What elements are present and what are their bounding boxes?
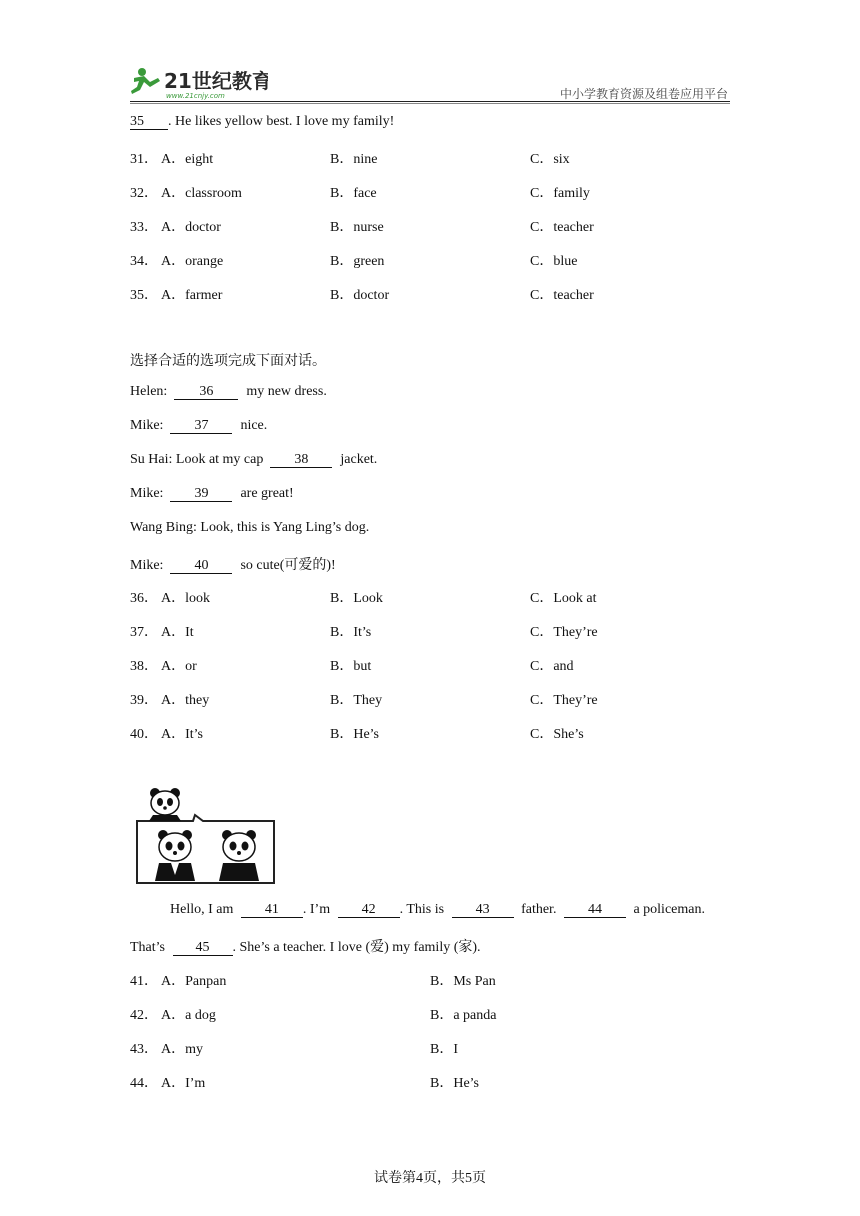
- blank-45: 45: [173, 941, 233, 956]
- option-c: C．and: [530, 659, 574, 674]
- passage3-text: . I’m: [302, 902, 331, 917]
- option-a: A．my: [161, 1042, 203, 1057]
- dialogue-line: [130, 520, 369, 536]
- blank-44: 44: [564, 903, 626, 918]
- panda-family-illustration: [135, 787, 277, 887]
- blank-43: 43: [452, 903, 514, 918]
- passage3-text: . This is: [399, 902, 445, 917]
- dialogue-line: [130, 554, 336, 574]
- option-b: B．nine: [330, 152, 378, 167]
- passage3-text: . She’s a teacher. I love (爱) my family (家).: [232, 940, 481, 955]
- question-number: 44．: [130, 1076, 158, 1091]
- dialogue-speaker-text: Wang Bing: Look, this is Yang Ling’s dog.: [130, 520, 370, 535]
- dialogue-line: [130, 452, 377, 468]
- option-a: A．farmer: [161, 288, 223, 303]
- option-b: B．He’s: [430, 1076, 479, 1091]
- option-b: B．Ms Pan: [430, 974, 496, 989]
- passage3-line1: [170, 902, 705, 918]
- option-a: A．orange: [161, 254, 224, 269]
- dialogue-text: jacket.: [340, 452, 378, 467]
- option-b: B．face: [330, 186, 377, 201]
- header-divider: [130, 101, 730, 102]
- option-a: A．they: [161, 693, 210, 708]
- option-c: C．teacher: [530, 288, 594, 303]
- dialogue-instruction: 选择合适的选项完成下面对话。: [130, 354, 326, 369]
- option-a: A．classroom: [161, 186, 242, 201]
- question-number: 39．: [130, 693, 158, 708]
- blank-42: 42: [338, 903, 400, 918]
- option-b: B．green: [330, 254, 385, 269]
- question-number: 31．: [130, 152, 158, 167]
- question-number: 37．: [130, 625, 158, 640]
- answer-blank: 40: [170, 559, 232, 574]
- answer-blank: 37: [170, 419, 232, 434]
- question-number: 36．: [130, 591, 158, 606]
- option-b: B．Look: [330, 591, 383, 606]
- dialogue-speaker-text: Mike:: [130, 558, 164, 573]
- blank-41: 41: [241, 903, 303, 918]
- question-number: 34．: [130, 254, 158, 269]
- option-b: B．doctor: [330, 288, 390, 303]
- passage3-text: That’s: [130, 940, 165, 955]
- question-number: 43．: [130, 1042, 158, 1057]
- dialogue-text: so cute(可爱的)!: [240, 558, 336, 573]
- option-a: A．It’s: [161, 727, 203, 742]
- option-b: B．nurse: [330, 220, 384, 235]
- option-c: C．They’re: [530, 693, 598, 708]
- option-b: B．He’s: [330, 727, 379, 742]
- option-a: A．eight: [161, 152, 214, 167]
- header-divider-thin: [130, 103, 730, 104]
- page-footer: 试卷第4页，共5页: [374, 1171, 486, 1186]
- dialogue-text: are great!: [240, 486, 294, 501]
- passage1-text: . He likes yellow best. I love my family!: [168, 114, 395, 129]
- question-number: 41．: [130, 974, 158, 989]
- question-number: 32．: [130, 186, 158, 201]
- option-a: A．a dog: [161, 1008, 216, 1023]
- option-c: C．teacher: [530, 220, 594, 235]
- dialogue-line: [130, 486, 294, 502]
- passage1-tail: [130, 114, 394, 130]
- question-number: 35．: [130, 288, 158, 303]
- question-number: 40．: [130, 727, 158, 742]
- option-c: C．six: [530, 152, 570, 167]
- option-c: C．family: [530, 186, 590, 201]
- option-a: A．I’m: [161, 1076, 206, 1091]
- passage3-text: father.: [521, 902, 557, 917]
- question-number: 42．: [130, 1008, 158, 1023]
- option-b: B．I: [430, 1042, 458, 1057]
- option-c: C．They’re: [530, 625, 598, 640]
- logo-text: 21世纪教育: [164, 69, 268, 93]
- option-b: B．a panda: [430, 1008, 497, 1023]
- option-a: A．Panpan: [161, 974, 227, 989]
- option-a: A．doctor: [161, 220, 221, 235]
- dialogue-speaker-text: Mike:: [130, 486, 164, 501]
- dialogue-line: [130, 384, 327, 400]
- dialogue-text: nice.: [240, 418, 268, 433]
- answer-blank: 38: [270, 453, 332, 468]
- option-a: A．look: [161, 591, 210, 606]
- option-b: B．but: [330, 659, 372, 674]
- option-c: C．Look at: [530, 591, 597, 606]
- header-platform-text: 中小学教育资源及组卷应用平台: [559, 87, 728, 101]
- question-number: 33．: [130, 220, 158, 235]
- question-number: 38．: [130, 659, 158, 674]
- passage3-text: Hello, I am: [170, 902, 234, 917]
- option-c: C．She’s: [530, 727, 584, 742]
- answer-blank: 36: [174, 385, 238, 400]
- site-logo: [128, 64, 268, 100]
- passage3-text: a policeman.: [633, 902, 705, 917]
- option-b: B．They: [330, 693, 383, 708]
- answer-blank: 39: [170, 487, 232, 502]
- dialogue-line: [130, 418, 267, 434]
- option-c: C．blue: [530, 254, 578, 269]
- dialogue-speaker-text: Helen:: [130, 384, 168, 399]
- blank-35: 35: [130, 115, 168, 130]
- passage3-line2: [130, 936, 481, 956]
- dialogue-speaker-text: Mike:: [130, 418, 164, 433]
- option-b: B．It’s: [330, 625, 372, 640]
- logo-url: www.21cnjy.com: [166, 92, 225, 100]
- dialogue-text: my new dress.: [246, 384, 327, 399]
- dialogue-speaker-text: Su Hai: Look at my cap: [130, 452, 264, 467]
- option-a: A．or: [161, 659, 197, 674]
- option-a: A．It: [161, 625, 194, 640]
